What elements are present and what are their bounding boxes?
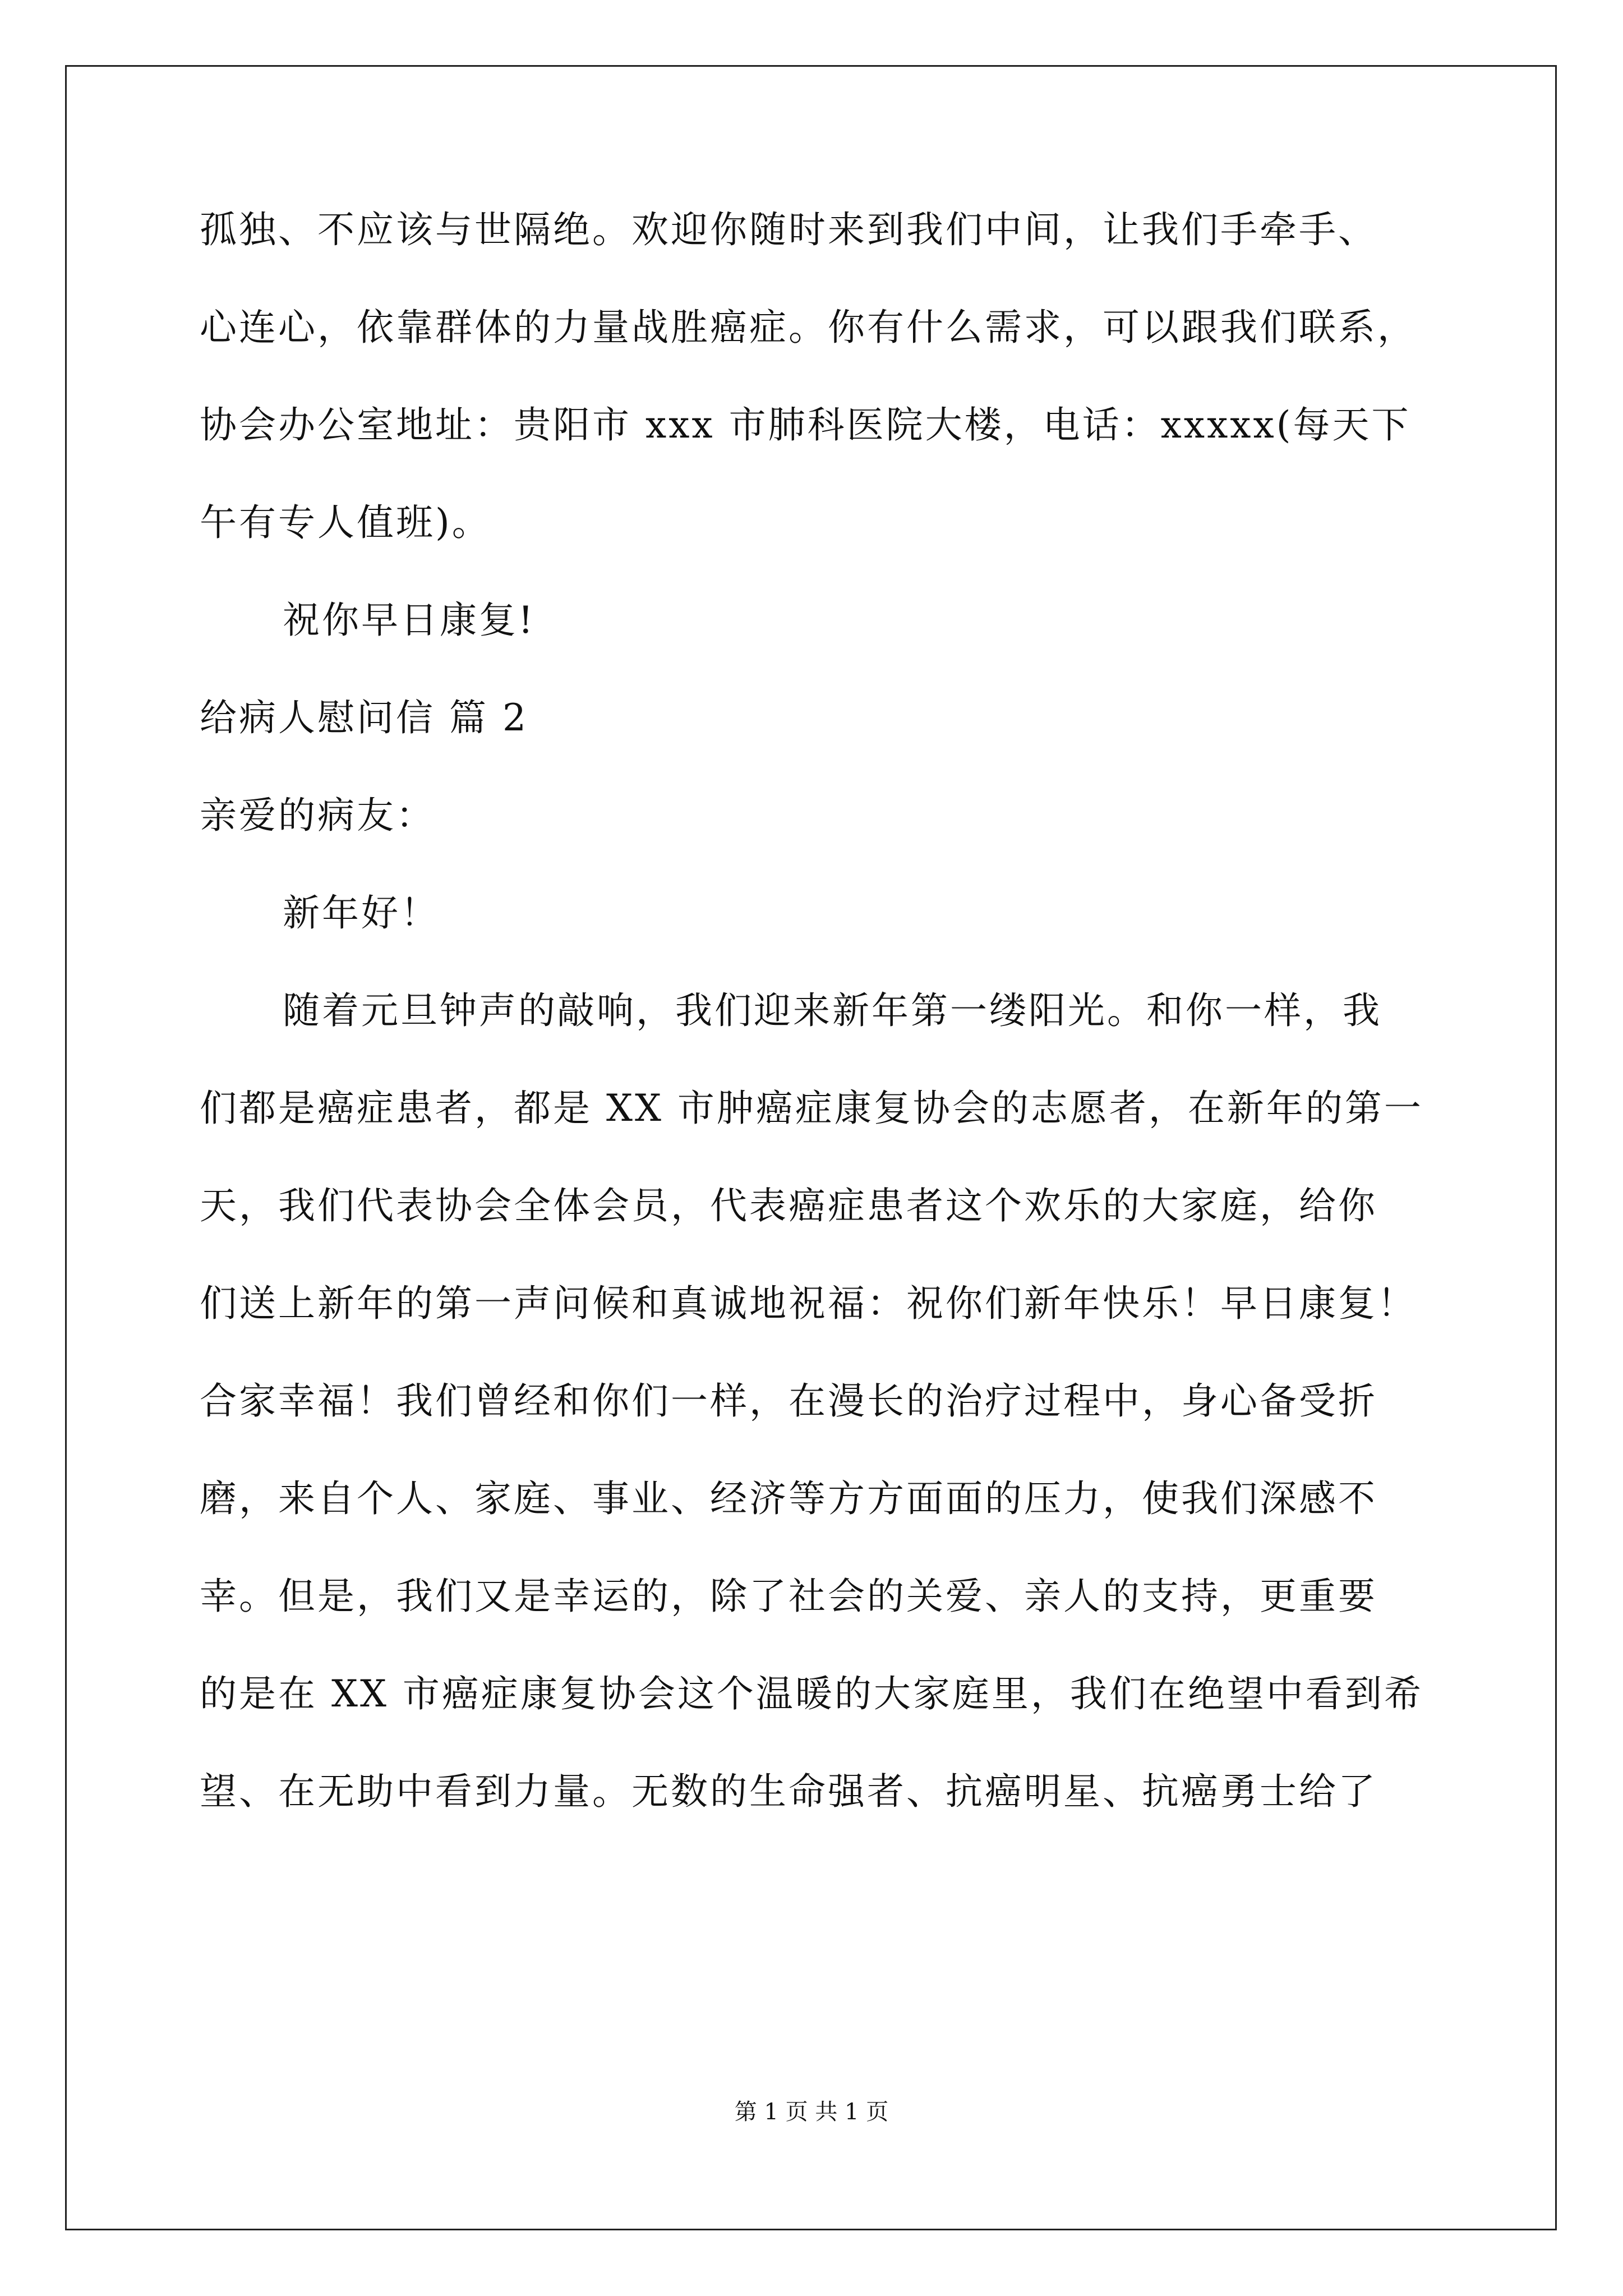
text-line: 合家幸福！我们曾经和你们一样，在漫长的治疗过程中，身心备受折 [200, 1379, 1377, 1423]
section-heading: 给病人慰问信 篇 2 [200, 696, 528, 739]
text-line: 幸。但是，我们又是幸运的，除了社会的关爱、亲人的支持，更重要 [200, 1575, 1377, 1618]
page-border [65, 65, 1557, 2230]
page-number-footer: 第 1 页 共 1 页 [734, 2099, 889, 2125]
text-line: 孤独、不应该与世隔绝。欢迎你随时来到我们中间，让我们手牵手、 [200, 208, 1377, 251]
text-line: 的是在 XX 市癌症康复协会这个温暖的大家庭里，我们在绝望中看到希 [200, 1672, 1423, 1715]
text-line: 心连心，依靠群体的力量战胜癌症。你有什么需求，可以跟我们联系， [200, 306, 1417, 349]
text-line: 望、在无助中看到力量。无数的生命强者、抗癌明星、抗癌勇士给了 [200, 1770, 1377, 1813]
text-line: 磨，来自个人、家庭、事业、经济等方方面面的压力，使我们深感不 [200, 1477, 1377, 1520]
text-line: 天，我们代表协会全体会员，代表癌症患者这个欢乐的大家庭，给你 [200, 1184, 1377, 1227]
closing-wish: 祝你早日康复! [283, 599, 536, 642]
greeting: 新年好！ [283, 891, 440, 935]
text-line: 们都是癌症患者，都是 XX 市肿癌症康复协会的志愿者，在新年的第一 [200, 1087, 1423, 1130]
text-line: 午有专人值班)。 [200, 501, 491, 544]
text-line: 们送上新年的第一声问候和真诚地祝福：祝你们新年快乐！早日康复！ [200, 1282, 1417, 1325]
text-line: 协会办公室地址：贵阳市 xxx 市肺科医院大楼，电话：xxxxx(每天下 [200, 403, 1411, 447]
text-line: 随着元旦钟声的敲响，我们迎来新年第一缕阳光。和你一样，我 [283, 989, 1382, 1032]
salutation: 亲爱的病友： [200, 794, 435, 837]
